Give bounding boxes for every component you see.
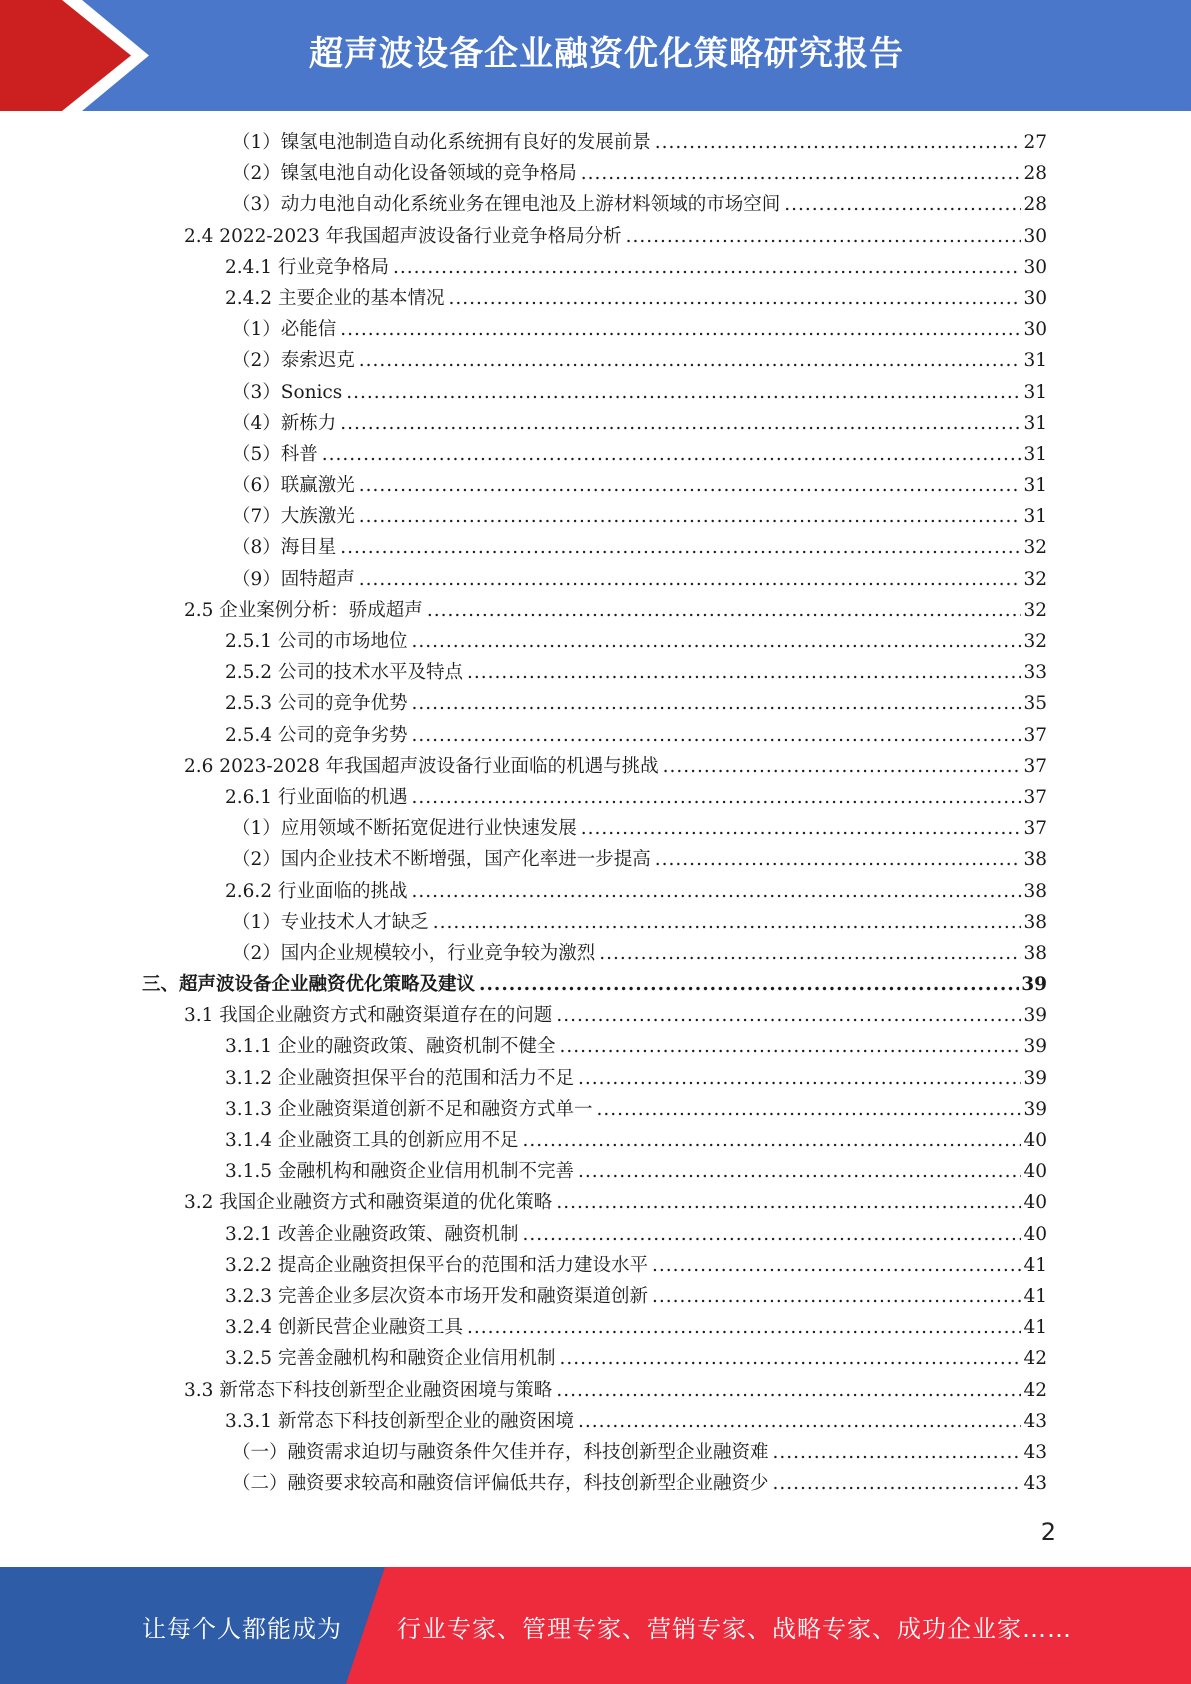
toc-dot-leader bbox=[652, 1281, 1021, 1312]
toc-entry-title: 3.1 我国企业融资方式和融资渠道存在的问题 bbox=[184, 1005, 553, 1027]
toc-entry[interactable] bbox=[0, 1031, 1191, 1062]
toc-dot-leader bbox=[467, 657, 1021, 688]
toc-entry[interactable] bbox=[0, 1250, 1191, 1281]
toc-entry[interactable] bbox=[0, 907, 1191, 938]
toc-entry-title: 3.2.4 创新民营企业融资工具 bbox=[225, 1317, 463, 1339]
toc-entry-page: 39 bbox=[1023, 1067, 1047, 1089]
toc-entry[interactable] bbox=[0, 377, 1191, 408]
toc-entry-title: （1）专业技术人才缺乏 bbox=[232, 911, 429, 933]
toc-entry-title: （二）融资要求较高和融资信评偏低共存，科技创新型企业融资少 bbox=[232, 1473, 769, 1495]
toc-entry-title: 2.6 2023-2028 年我国超声波设备行业面临的机遇与挑战 bbox=[184, 755, 659, 777]
toc-entry[interactable] bbox=[0, 1187, 1191, 1218]
toc-entry-title: 3.1.4 企业融资工具的创新应用不足 bbox=[225, 1130, 519, 1151]
toc-dot-leader bbox=[340, 408, 1021, 439]
toc-entry[interactable] bbox=[0, 876, 1191, 907]
toc-dot-leader bbox=[359, 501, 1022, 532]
toc-entry[interactable] bbox=[0, 1406, 1191, 1437]
toc-dot-leader bbox=[433, 907, 1022, 938]
toc-dot-leader bbox=[663, 751, 1022, 782]
toc-entry[interactable] bbox=[0, 657, 1191, 688]
toc-entry-page: 43 bbox=[1023, 1473, 1047, 1495]
toc-entry-title: 3.2.1 改善企业融资政策、融资机制 bbox=[225, 1223, 519, 1245]
toc-entry-title: （9）固特超声 bbox=[232, 568, 355, 590]
toc-entry-page: 42 bbox=[1023, 1348, 1047, 1370]
toc-entry-title: （4）新栋力 bbox=[232, 412, 337, 434]
toc-entry-title: （2）国内企业规模较小，行业竞争较为激烈 bbox=[232, 942, 596, 964]
toc-entry[interactable] bbox=[0, 470, 1191, 501]
toc-dot-leader bbox=[559, 1343, 1021, 1374]
toc-dot-leader bbox=[411, 782, 1021, 813]
toc-entry[interactable] bbox=[0, 532, 1191, 563]
toc-entry-page: 38 bbox=[1023, 942, 1047, 964]
toc-dot-leader bbox=[359, 345, 1022, 376]
toc-dot-leader bbox=[411, 876, 1021, 907]
toc-entry[interactable] bbox=[0, 564, 1191, 595]
toc-entry-page: 39 bbox=[1023, 1098, 1047, 1120]
toc-entry[interactable] bbox=[0, 1219, 1191, 1250]
toc-dot-leader bbox=[479, 969, 1019, 1000]
toc-entry-page: 32 bbox=[1023, 537, 1047, 559]
toc-dot-leader bbox=[556, 1187, 1021, 1218]
toc-entry[interactable] bbox=[0, 408, 1191, 439]
toc-entry-title: 3.2.2 提高企业融资担保平台的范围和活力建设水平 bbox=[225, 1254, 648, 1276]
toc-dot-leader bbox=[581, 813, 1022, 844]
toc-dot-leader bbox=[655, 127, 1022, 158]
toc-entry[interactable] bbox=[0, 595, 1191, 626]
toc-entry-title: （6）联赢激光 bbox=[232, 475, 355, 497]
toc-entry[interactable] bbox=[0, 189, 1191, 220]
toc-entry-page: 31 bbox=[1023, 475, 1047, 497]
toc-entry-page: 30 bbox=[1023, 225, 1047, 247]
toc-entry[interactable] bbox=[0, 1375, 1191, 1406]
toc-entry-title: 2.5.4 公司的竞争劣势 bbox=[225, 724, 408, 746]
footer-banner bbox=[0, 1567, 1191, 1684]
toc-entry-page: 33 bbox=[1023, 662, 1047, 684]
toc-dot-leader bbox=[581, 158, 1022, 189]
toc-entry-page: 37 bbox=[1023, 786, 1047, 808]
toc-entry-title: 三、超声波设备企业融资优化策略及建议 bbox=[142, 974, 476, 996]
toc-entry[interactable] bbox=[0, 1312, 1191, 1343]
toc-entry-title: 2.4.1 行业竞争格局 bbox=[225, 256, 389, 278]
toc-entry[interactable] bbox=[0, 1437, 1191, 1468]
toc-entry-page: 31 bbox=[1023, 381, 1047, 403]
report-title: 超声波设备企业融资优化策略研究报告 bbox=[309, 34, 904, 74]
toc-entry[interactable] bbox=[0, 345, 1191, 376]
toc-entry-title: 2.5.2 公司的技术水平及特点 bbox=[225, 662, 463, 684]
toc-entry-page: 38 bbox=[1023, 849, 1047, 871]
page-number: 2 bbox=[1040, 1518, 1056, 1546]
toc-dot-leader bbox=[411, 688, 1021, 719]
toc-entry-title: （2）国内企业技术不断增强，国产化率进一步提高 bbox=[232, 849, 651, 871]
toc-dot-leader bbox=[556, 1000, 1021, 1031]
toc-entry[interactable] bbox=[0, 221, 1191, 252]
toc-dot-leader bbox=[626, 221, 1022, 252]
toc-dot-leader bbox=[599, 938, 1021, 969]
toc-dot-leader bbox=[359, 470, 1022, 501]
toc-dot-leader bbox=[784, 189, 1021, 220]
toc-dot-leader bbox=[359, 564, 1022, 595]
toc-entry-page: 27 bbox=[1023, 132, 1047, 153]
toc-entry[interactable] bbox=[0, 1281, 1191, 1312]
toc-entry-page: 31 bbox=[1023, 506, 1047, 528]
toc-entry-title: 2.5.3 公司的竞争优势 bbox=[225, 693, 408, 715]
toc-entry-page: 42 bbox=[1023, 1379, 1047, 1401]
toc-dot-leader bbox=[522, 1125, 1021, 1156]
toc-entry[interactable] bbox=[0, 1125, 1191, 1156]
toc-dot-leader bbox=[346, 377, 1021, 408]
toc-entry[interactable] bbox=[0, 252, 1191, 283]
toc-entry[interactable] bbox=[0, 720, 1191, 751]
toc-entry-page: 41 bbox=[1023, 1285, 1047, 1307]
toc-entry[interactable] bbox=[0, 626, 1191, 657]
toc-dot-leader bbox=[578, 1063, 1021, 1094]
toc-dot-leader bbox=[522, 1219, 1021, 1250]
toc-dot-leader bbox=[556, 1375, 1021, 1406]
toc-entry-page: 32 bbox=[1023, 568, 1047, 590]
toc-dot-leader bbox=[411, 626, 1021, 657]
toc-entry[interactable] bbox=[0, 158, 1191, 189]
toc-entry-title: 3.2 我国企业融资方式和融资渠道的优化策略 bbox=[184, 1192, 553, 1214]
toc-entry[interactable] bbox=[0, 439, 1191, 470]
toc-entry-title: 2.6.2 行业面临的挑战 bbox=[225, 880, 408, 902]
toc-entry-page: 32 bbox=[1023, 631, 1047, 652]
toc-entry-title: 3.2.5 完善金融机构和融资企业信用机制 bbox=[225, 1348, 556, 1370]
toc-entry-title: （3）动力电池自动化系统业务在锂电池及上游材料领域的市场空间 bbox=[232, 194, 781, 216]
toc-entry-title: （2）镍氢电池自动化设备领域的竞争格局 bbox=[232, 163, 577, 185]
toc-entry-title: （3）Sonics bbox=[232, 381, 343, 403]
toc-entry[interactable] bbox=[0, 751, 1191, 782]
toc-entry-page: 28 bbox=[1023, 194, 1047, 216]
toc-entry-page: 40 bbox=[1023, 1130, 1047, 1151]
table-of-contents bbox=[0, 127, 1191, 1499]
toc-entry[interactable] bbox=[0, 1156, 1191, 1187]
toc-entry-page: 31 bbox=[1023, 412, 1047, 434]
toc-entry-page: 43 bbox=[1023, 1410, 1047, 1432]
toc-entry-title: （8）海目星 bbox=[232, 537, 337, 559]
toc-entry-page: 35 bbox=[1023, 693, 1047, 715]
toc-entry-page: 37 bbox=[1023, 755, 1047, 777]
toc-dot-leader bbox=[655, 844, 1022, 875]
toc-entry-page: 38 bbox=[1023, 880, 1047, 902]
toc-entry[interactable] bbox=[0, 1063, 1191, 1094]
toc-entry[interactable] bbox=[0, 1000, 1191, 1031]
toc-entry-page: 38 bbox=[1023, 911, 1047, 933]
toc-entry-title: 3.1.2 企业融资担保平台的范围和活力不足 bbox=[225, 1067, 574, 1089]
toc-entry-title: （1）镍氢电池制造自动化系统拥有良好的发展前景 bbox=[232, 132, 651, 153]
toc-entry[interactable] bbox=[0, 1094, 1191, 1125]
toc-entry-title: 3.1.5 金融机构和融资企业信用机制不完善 bbox=[225, 1161, 574, 1183]
toc-dot-leader bbox=[773, 1468, 1022, 1499]
toc-dot-leader bbox=[393, 252, 1021, 283]
toc-entry-page: 41 bbox=[1023, 1317, 1047, 1339]
toc-entry-page: 43 bbox=[1023, 1441, 1047, 1463]
toc-entry-title: 3.3.1 新常态下科技创新型企业的融资困境 bbox=[225, 1410, 574, 1432]
toc-entry-title: 3.3 新常态下科技创新型企业融资困境与策略 bbox=[184, 1379, 553, 1401]
toc-entry-title: 2.5 企业案例分析：骄成超声 bbox=[184, 599, 423, 621]
toc-entry-page: 39 bbox=[1023, 1005, 1047, 1027]
footer-slogan-left: 让每个人都能成为 bbox=[142, 1615, 342, 1643]
toc-entry-page: 40 bbox=[1023, 1192, 1047, 1214]
toc-entry-title: 3.1.1 企业的融资政策、融资机制不健全 bbox=[225, 1036, 556, 1058]
toc-entry[interactable] bbox=[0, 813, 1191, 844]
toc-entry[interactable] bbox=[0, 283, 1191, 314]
toc-entry[interactable] bbox=[0, 688, 1191, 719]
toc-dot-leader bbox=[448, 283, 1021, 314]
toc-entry[interactable] bbox=[0, 969, 1191, 1000]
toc-entry-title: 3.1.3 企业融资渠道创新不足和融资方式单一 bbox=[225, 1098, 593, 1120]
toc-entry[interactable] bbox=[0, 501, 1191, 532]
toc-entry-page: 41 bbox=[1023, 1254, 1047, 1276]
toc-dot-leader bbox=[340, 314, 1021, 345]
toc-dot-leader bbox=[340, 532, 1021, 563]
toc-entry-title: （7）大族激光 bbox=[232, 506, 355, 528]
toc-entry-page: 32 bbox=[1023, 599, 1047, 621]
toc-entry-page: 40 bbox=[1023, 1223, 1047, 1245]
toc-entry-page: 37 bbox=[1023, 818, 1047, 840]
toc-entry[interactable] bbox=[0, 1343, 1191, 1374]
toc-entry-title: （5）科普 bbox=[232, 443, 318, 465]
toc-dot-leader bbox=[559, 1031, 1021, 1062]
toc-entry-page: 40 bbox=[1023, 1161, 1047, 1183]
toc-dot-leader bbox=[427, 595, 1022, 626]
toc-dot-leader bbox=[578, 1406, 1021, 1437]
toc-entry[interactable] bbox=[0, 314, 1191, 345]
toc-entry-page: 31 bbox=[1023, 350, 1047, 372]
toc-dot-leader bbox=[322, 439, 1022, 470]
toc-entry-page: 30 bbox=[1023, 256, 1047, 278]
toc-entry-page: 30 bbox=[1023, 319, 1047, 341]
toc-entry-title: 2.6.1 行业面临的机遇 bbox=[225, 786, 408, 808]
toc-entry-title: 2.4.2 主要企业的基本情况 bbox=[225, 287, 445, 309]
toc-entry[interactable] bbox=[0, 782, 1191, 813]
toc-dot-leader bbox=[773, 1437, 1022, 1468]
toc-dot-leader bbox=[467, 1312, 1021, 1343]
toc-dot-leader bbox=[652, 1250, 1021, 1281]
toc-entry[interactable] bbox=[0, 938, 1191, 969]
toc-entry-title: 2.5.1 公司的市场地位 bbox=[225, 631, 408, 652]
toc-entry-page: 37 bbox=[1023, 724, 1047, 746]
toc-entry[interactable] bbox=[0, 127, 1191, 158]
header-banner bbox=[0, 0, 1191, 111]
toc-entry-title: （一）融资需求迫切与融资条件欠佳并存，科技创新型企业融资难 bbox=[232, 1441, 769, 1463]
toc-entry-title: （2）泰索迟克 bbox=[232, 350, 355, 372]
toc-entry-page: 39 bbox=[1021, 974, 1047, 996]
toc-entry-page: 31 bbox=[1023, 443, 1047, 465]
toc-dot-leader bbox=[596, 1094, 1021, 1125]
toc-dot-leader bbox=[578, 1156, 1021, 1187]
toc-entry-page: 28 bbox=[1023, 163, 1047, 185]
toc-entry-title: （1）应用领域不断拓宽促进行业快速发展 bbox=[232, 818, 577, 840]
toc-entry-title: 2.4 2022-2023 年我国超声波设备行业竞争格局分析 bbox=[184, 225, 622, 247]
toc-entry-title: 3.2.3 完善企业多层次资本市场开发和融资渠道创新 bbox=[225, 1285, 648, 1307]
toc-entry-title: （1）必能信 bbox=[232, 319, 337, 341]
toc-dot-leader bbox=[411, 720, 1021, 751]
toc-entry-page: 30 bbox=[1023, 287, 1047, 309]
toc-entry[interactable] bbox=[0, 1468, 1191, 1499]
toc-entry[interactable] bbox=[0, 844, 1191, 875]
toc-entry-page: 39 bbox=[1023, 1036, 1047, 1058]
footer-slogan-right: 行业专家、管理专家、营销专家、战略专家、成功企业家…… bbox=[397, 1615, 1072, 1643]
